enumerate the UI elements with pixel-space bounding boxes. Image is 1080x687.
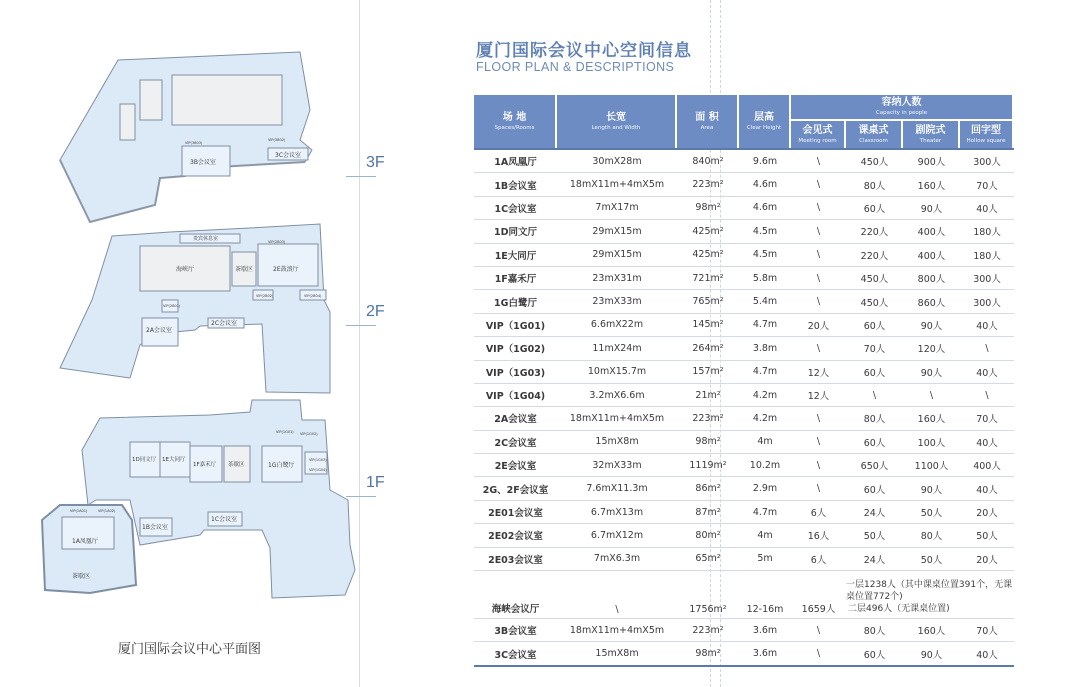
table-row (474, 337, 1014, 360)
cell-venue: VIP（1G02) (474, 337, 557, 360)
cell-height: 3.6m (739, 642, 791, 666)
header-classroom: 课桌式 Classroom (846, 121, 903, 148)
cell-area: 223m² (677, 173, 739, 196)
cell-venue: 2E01会议室 (474, 501, 557, 524)
cell-area: 1119m² (677, 454, 739, 477)
cell-size: 3.2mX6.6m (557, 384, 677, 407)
cell-theater: 860人 (903, 290, 960, 313)
cell-venue: 2E03会议室 (474, 548, 557, 571)
room-label: VIP(1G03) (309, 458, 327, 462)
cell-theater: 1100人 (903, 454, 960, 477)
cell-hollow: 400人 (960, 454, 1014, 477)
cell-venue: 2G、2F会议室 (474, 477, 557, 500)
cell-classroom: 60人 (846, 314, 903, 337)
cell-area: 80m² (677, 524, 739, 547)
room-label: 1C会议室 (211, 516, 238, 523)
cell-area: 840m² (677, 148, 739, 173)
cell-height: 4.5m (739, 244, 791, 267)
room-label: 1F嘉禾厅 (193, 462, 217, 468)
cell-capacity-note (846, 571, 1014, 619)
cell-theater: 800人 (903, 267, 960, 290)
cell-classroom: 450人 (846, 267, 903, 290)
cell-hollow: 40人 (960, 431, 1014, 454)
cell-venue: 1D同文厅 (474, 220, 557, 243)
cell-meeting: 20人 (791, 314, 846, 337)
room-label: 1G白鹭厅 (268, 462, 295, 469)
cell-hollow: 300人 (960, 148, 1014, 173)
cell-classroom: 80人 (846, 173, 903, 196)
floor-label-3f: 3F (366, 154, 385, 171)
cell-venue: 1G白鹭厅 (474, 290, 557, 313)
cell-size: 18mX11m+4mX5m (557, 173, 677, 196)
room-label: 1B会议室 (142, 524, 168, 531)
cell-meeting: 6人 (791, 501, 846, 524)
floor-plan-drawing (0, 0, 440, 687)
room-label: 3C会议室 (275, 152, 302, 159)
table-row (474, 148, 1014, 173)
table-row (474, 384, 1014, 407)
table-row (474, 290, 1014, 313)
table-row (474, 548, 1014, 571)
cell-size: 11mX24m (557, 337, 677, 360)
table-row (474, 267, 1014, 290)
cell-hollow: \ (960, 337, 1014, 360)
cell-venue: 2E02会议室 (474, 524, 557, 547)
cell-classroom: 650人 (846, 454, 903, 477)
cell-area: 721m² (677, 267, 739, 290)
cell-theater: \ (903, 384, 960, 407)
cell-meeting: \ (791, 477, 846, 500)
cell-size: 7mX17m (557, 197, 677, 220)
cell-venue: VIP（1G04) (474, 384, 557, 407)
page-subtitle: FLOOR PLAN & DESCRIPTIONS (476, 60, 675, 74)
cell-size: 23mX31m (557, 267, 677, 290)
room-label: VIP(1G02) (300, 432, 318, 436)
room-label: VIP(3B03) (185, 141, 203, 145)
cell-area: 145m² (677, 314, 739, 337)
table-body (474, 148, 1014, 667)
cell-venue: 1E大同厅 (474, 244, 557, 267)
cell-hollow: 300人 (960, 290, 1014, 313)
cell-meeting: \ (791, 407, 846, 430)
cell-hollow: 180人 (960, 244, 1014, 267)
cell-classroom: 80人 (846, 619, 903, 642)
cell-meeting: 1659人 (791, 571, 846, 619)
cell-size: 23mX33m (557, 290, 677, 313)
table-row (474, 642, 1014, 666)
cell-hollow: 40人 (960, 197, 1014, 220)
room-label: VIP(2B04) (304, 294, 322, 298)
cell-area: 264m² (677, 337, 739, 360)
header-hollow: 回字型 Hollow square (960, 121, 1014, 148)
floor-leader-line (346, 496, 376, 497)
cell-height: 4.6m (739, 197, 791, 220)
cell-height: 4.7m (739, 501, 791, 524)
cell-height: 12-16m (739, 571, 791, 619)
cell-classroom: 450人 (846, 290, 903, 313)
cell-area: 425m² (677, 244, 739, 267)
space-info-table (474, 95, 1014, 667)
cell-meeting: 6人 (791, 548, 846, 571)
cell-venue: 2A会议室 (474, 407, 557, 430)
cell-theater: 50人 (903, 501, 960, 524)
room-label: VIP(1A02) (98, 509, 116, 513)
cell-size: \ (557, 571, 677, 619)
cell-theater: 160人 (903, 619, 960, 642)
cell-theater: 90人 (903, 314, 960, 337)
cell-theater: 400人 (903, 220, 960, 243)
cell-venue: VIP（1G03) (474, 361, 557, 384)
floor-plans (0, 0, 440, 687)
cell-height: 4.7m (739, 314, 791, 337)
cell-area: 65m² (677, 548, 739, 571)
cell-size: 6.7mX12m (557, 524, 677, 547)
cell-meeting: \ (791, 220, 846, 243)
floor-plan-caption: 厦门国际会议中心平面图 (118, 642, 262, 657)
cell-height: 9.6m (739, 148, 791, 173)
cell-venue: 1F嘉禾厅 (474, 267, 557, 290)
header-area: 面 积 Area (677, 95, 739, 148)
room-label: 1E大同厅 (162, 457, 186, 463)
cell-venue: 2E会议室 (474, 454, 557, 477)
cell-theater: 90人 (903, 197, 960, 220)
table-row (474, 314, 1014, 337)
cell-size: 6.6mX22m (557, 314, 677, 337)
cell-classroom: 50人 (846, 524, 903, 547)
table-row (474, 244, 1014, 267)
cell-theater: 400人 (903, 244, 960, 267)
floor-leader-line (346, 176, 376, 177)
cell-meeting: 16人 (791, 524, 846, 547)
cell-meeting: \ (791, 431, 846, 454)
cell-meeting: \ (791, 148, 846, 173)
cell-classroom: 24人 (846, 548, 903, 571)
header-size: 长宽 Length and Width (557, 95, 677, 148)
cell-classroom: 220人 (846, 244, 903, 267)
cell-height: 5m (739, 548, 791, 571)
cell-size: 10mX15.7m (557, 361, 677, 384)
cell-hollow: 300人 (960, 267, 1014, 290)
cell-meeting: \ (791, 290, 846, 313)
page-title: 厦门国际会议中心空间信息 (476, 41, 692, 61)
cell-theater: 100人 (903, 431, 960, 454)
room-label: 3B会议室 (190, 159, 216, 166)
cell-venue: 3B会议室 (474, 619, 557, 642)
table-row (474, 619, 1014, 642)
cell-hollow: 40人 (960, 642, 1014, 666)
cell-hollow: 20人 (960, 548, 1014, 571)
cell-size: 18mX11m+4mX5m (557, 407, 677, 430)
room-label: VIP(2B01) (163, 304, 181, 308)
cell-size: 6.7mX13m (557, 501, 677, 524)
cell-area: 223m² (677, 407, 739, 430)
room-label: VIP(2B02) (256, 294, 274, 298)
cell-size: 18mX11m+4mX5m (557, 619, 677, 642)
cell-area: 98m² (677, 431, 739, 454)
cell-area: 98m² (677, 642, 739, 666)
room-label: 2C会议室 (211, 320, 238, 327)
cell-theater: 160人 (903, 173, 960, 196)
table-row (474, 501, 1014, 524)
cell-size: 30mX28m (557, 148, 677, 173)
cell-venue: 海峡会议厅 (474, 571, 557, 619)
capacity-note-floor2: 二层496人（无课桌位置) (848, 604, 950, 615)
cell-theater: 900人 (903, 148, 960, 173)
cell-classroom: 70人 (846, 337, 903, 360)
cell-area: 157m² (677, 361, 739, 384)
table-row (474, 571, 1014, 619)
floor-plan-2f (60, 224, 330, 393)
cell-area: 223m² (677, 619, 739, 642)
cell-theater: 90人 (903, 477, 960, 500)
cell-meeting: 12人 (791, 361, 846, 384)
cell-size: 32mX33m (557, 454, 677, 477)
cell-size: 15mX8m (557, 642, 677, 666)
room-label: 茶歇区 (72, 573, 91, 580)
floor-label-1f: 1F (366, 474, 385, 491)
table-row (474, 431, 1014, 454)
table-row (474, 173, 1014, 196)
cell-meeting: \ (791, 642, 846, 666)
cell-size: 7.6mX11.3m (557, 477, 677, 500)
cell-hollow: 70人 (960, 173, 1014, 196)
cell-venue: VIP（1G01) (474, 314, 557, 337)
table-row (474, 477, 1014, 500)
room-label: VIP(1G04) (309, 468, 327, 472)
header-theater: 剧院式 Theater (903, 121, 960, 148)
floor-label-2f: 2F (366, 303, 385, 320)
cell-height: 3.6m (739, 619, 791, 642)
floor-plan-3f (60, 52, 312, 222)
cell-height: 4m (739, 431, 791, 454)
table-row (474, 220, 1014, 243)
cell-theater: 120人 (903, 337, 960, 360)
cell-height: 4.5m (739, 220, 791, 243)
cell-classroom: 24人 (846, 501, 903, 524)
cell-height: 4.6m (739, 173, 791, 196)
cell-meeting: 12人 (791, 384, 846, 407)
room-label: 2E鼓浪厅 (273, 266, 299, 273)
cell-height: 4.2m (739, 407, 791, 430)
cell-meeting: \ (791, 454, 846, 477)
room-label: 茶歇区 (235, 266, 254, 273)
cell-area: 98m² (677, 197, 739, 220)
cell-hollow: 70人 (960, 407, 1014, 430)
cell-hollow: 40人 (960, 314, 1014, 337)
room-label: 茶歇区 (228, 462, 245, 468)
floor-plan-1f (42, 400, 355, 598)
cell-hollow: 180人 (960, 220, 1014, 243)
cell-hollow: 70人 (960, 619, 1014, 642)
cell-theater: 80人 (903, 524, 960, 547)
cell-size: 15mX8m (557, 431, 677, 454)
cell-theater: 160人 (903, 407, 960, 430)
cell-venue: 1A凤凰厅 (474, 148, 557, 173)
cell-hollow: 40人 (960, 361, 1014, 384)
cell-venue: 2C会议室 (474, 431, 557, 454)
room-label: VIP(3B02) (268, 138, 286, 142)
room-label: 2A会议室 (146, 327, 172, 334)
table-row (474, 197, 1014, 220)
cell-classroom: 80人 (846, 407, 903, 430)
cell-classroom: 60人 (846, 431, 903, 454)
cell-area: 21m² (677, 384, 739, 407)
header-height: 层高 Clear Height (739, 95, 791, 148)
cell-venue: 1B会议室 (474, 173, 557, 196)
cell-area: 1756m² (677, 571, 739, 619)
cell-area: 425m² (677, 220, 739, 243)
room-label: 海峡厅 (176, 266, 195, 273)
cell-classroom: 60人 (846, 361, 903, 384)
cell-meeting: \ (791, 267, 846, 290)
room-label: VIP(1A01) (70, 509, 88, 513)
cell-meeting: \ (791, 197, 846, 220)
cell-venue: 1C会议室 (474, 197, 557, 220)
cell-height: 4.2m (739, 384, 791, 407)
cell-classroom: 60人 (846, 477, 903, 500)
table-row (474, 407, 1014, 430)
cell-size: 29mX15m (557, 220, 677, 243)
cell-height: 4.7m (739, 361, 791, 384)
room-label: VIP(2B03) (268, 240, 286, 244)
cell-hollow: 40人 (960, 477, 1014, 500)
table-row (474, 524, 1014, 547)
table-row (474, 454, 1014, 477)
cell-height: 4m (739, 524, 791, 547)
cell-hollow: \ (960, 384, 1014, 407)
header-meeting: 会见式 Meeting room (791, 121, 846, 148)
header-venue: 场 地 Spaces/Rooms (474, 95, 557, 148)
room-label: VIP(1G01) (276, 430, 294, 434)
cell-hollow: 50人 (960, 524, 1014, 547)
cell-classroom: \ (846, 384, 903, 407)
cell-size: 7mX6.3m (557, 548, 677, 571)
cell-theater: 90人 (903, 361, 960, 384)
cell-meeting: \ (791, 619, 846, 642)
cell-height: 2.9m (739, 477, 791, 500)
cell-area: 765m² (677, 290, 739, 313)
room-label: 贵宾休息室 (193, 236, 219, 242)
cell-height: 5.4m (739, 290, 791, 313)
cell-classroom: 60人 (846, 642, 903, 666)
cell-area: 86m² (677, 477, 739, 500)
capacity-note-floor1: 一层1238人（其中课桌位置391个，无课桌位置772个) (846, 580, 1013, 603)
cell-classroom: 450人 (846, 148, 903, 173)
cell-theater: 90人 (903, 642, 960, 666)
cell-meeting: \ (791, 244, 846, 267)
cell-size: 29mX15m (557, 244, 677, 267)
cell-height: 3.8m (739, 337, 791, 360)
cell-height: 5.8m (739, 267, 791, 290)
cell-classroom: 60人 (846, 197, 903, 220)
cell-venue: 3C会议室 (474, 642, 557, 666)
table-row (474, 361, 1014, 384)
cell-hollow: 20人 (960, 501, 1014, 524)
room-label: 1D同文厅 (132, 457, 157, 463)
room-label: 1A凤凰厅 (72, 538, 98, 545)
header-capacity: 容纳人数 Capacity in people (791, 95, 1014, 121)
cell-height: 10.2m (739, 454, 791, 477)
cell-meeting: \ (791, 173, 846, 196)
cell-classroom: 220人 (846, 220, 903, 243)
cell-area: 87m² (677, 501, 739, 524)
floor-leader-line (346, 325, 376, 326)
cell-theater: 50人 (903, 548, 960, 571)
cell-meeting: \ (791, 337, 846, 360)
